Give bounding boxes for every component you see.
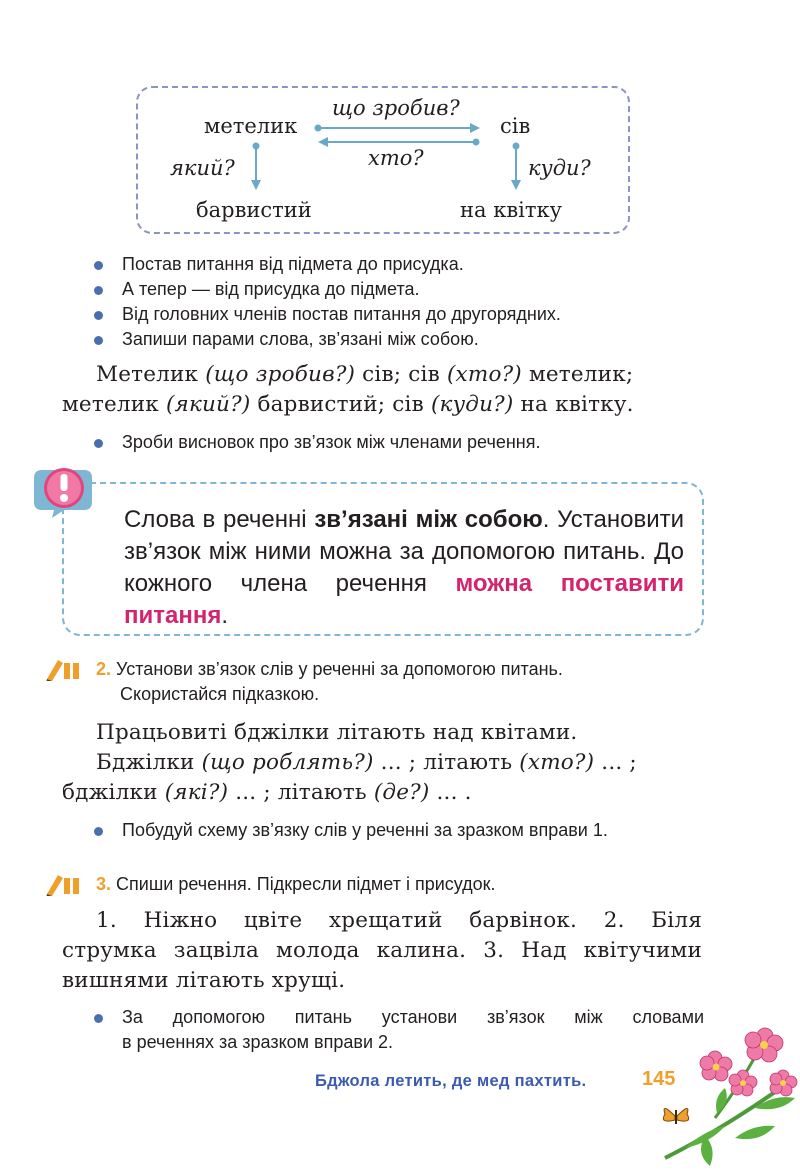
- conclusion-bullet: [92, 430, 540, 455]
- rule-text: Слова в реченні зв’язані між собою. Установити зв’язок між ними можна за допомогою питань. До кожного члена речення можна поставити питання.: [124, 506, 685, 629]
- scheme-word-on-flower: на квітку: [460, 198, 562, 222]
- task-number: 3.: [96, 874, 112, 894]
- task-number: 2.: [96, 659, 112, 679]
- example-sentence-bees: Працьовиті бджілки літають над квітами. Бджілки (що роблять?) ... ; літають (хто?) ... ; бджілки (які?) ... ; літають (де?) ... .: [62, 720, 637, 805]
- list-item: А тепер — від присудка до підмета.: [92, 277, 561, 302]
- final-bullet: [92, 1005, 704, 1055]
- list-item: За допомогою питань установи зв’язок між словами в реченнях за зразком вправи 2.: [92, 1005, 704, 1055]
- scheme-word-sowed: сів: [500, 114, 531, 138]
- list-item: Постав питання від підмета до присудка.: [92, 252, 561, 277]
- scheme-question-which: який?: [170, 156, 235, 180]
- task-2: 2. Установи зв’язок слів у реченні за допомогою питань. Скористайся підказкою.: [96, 659, 563, 704]
- scheme-word-butterfly: метелик: [204, 114, 298, 138]
- page-number: 145: [642, 1068, 676, 1090]
- instruction-list: [92, 252, 561, 352]
- writing-pencil-icon: [44, 872, 84, 896]
- list-item: Запиши парами слова, зв’язані між собою.: [92, 327, 561, 352]
- scheme-question-what-did: що зробив?: [332, 96, 460, 120]
- scheme-question-who: хто?: [368, 146, 424, 170]
- list-item: Побудуй схему зв’язку слів у реченні за зразком вправи 1.: [92, 818, 608, 843]
- scheme-question-where: куди?: [528, 156, 591, 180]
- scheme-word-periwinkle: барвистий: [196, 198, 312, 222]
- footer-proverb: Бджола летить, де мед пахтить.: [315, 1072, 587, 1090]
- list-item: Зроби висновок про зв’язок між членами речення.: [92, 430, 540, 455]
- list-item: Від головних членів постав питання до другорядних.: [92, 302, 561, 327]
- exclamation-icon: [34, 466, 94, 518]
- scheme-bullet: [92, 818, 608, 843]
- task-3: 3. Спиши речення. Підкресли підмет і присудок.: [96, 874, 496, 894]
- flowers-illustration: [655, 1018, 800, 1168]
- example-sentences-list: 1. Ніжно цвіте хрещатий барвінок. 2. Біля струмка зацвіла молода калина. 3. Над квітучими вишнями літають хрущі.: [62, 908, 702, 993]
- butterfly-icon: [663, 1108, 688, 1124]
- writing-pencil-icon: [44, 657, 84, 681]
- example-pairs: Метелик (що зробив?) сів; сів (хто?) метелик; метелик (який?) барвистий; сів (куди?) на квітку.: [62, 362, 634, 417]
